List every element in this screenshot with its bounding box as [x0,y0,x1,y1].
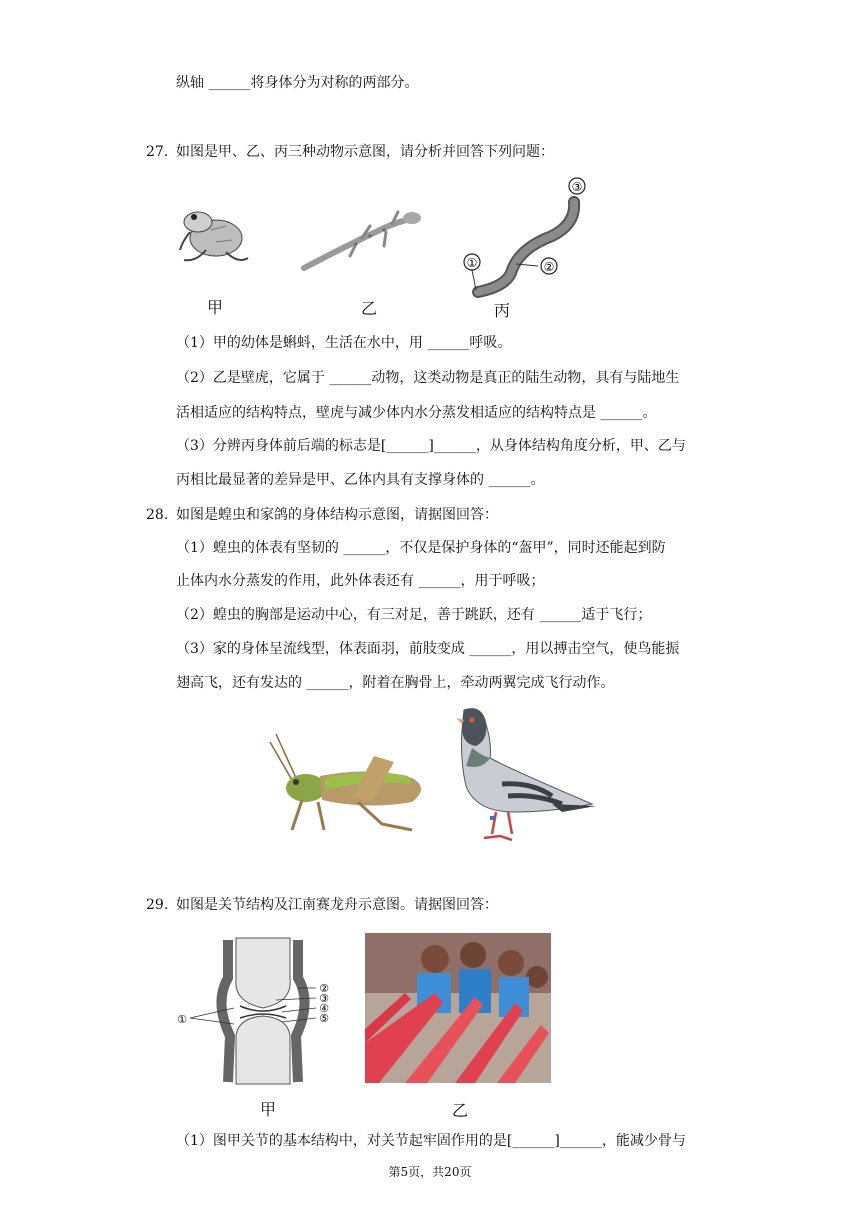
gecko-illustration [300,206,426,272]
question-28-stem: 如图是蝗虫和家鸽的身体结构示意图，请据图回答： [176,507,498,523]
question-28-line-2: 止体内水分蒸发的作用，此外体表还有 ______，用于呼吸； [176,573,545,589]
caption-boat-yi: 乙 [452,1101,469,1120]
question-28-line-4: （3）家的身体呈流线型，体表面羽，前肢变成 ______，用以搏击空气，使鸟能振 [176,641,680,657]
question-28-line-3: （2）蝗虫的胸部是运动中心，有三对足，善于跳跃，还有 ______适于飞行； [176,607,652,623]
worm-label-1: ① [466,256,478,270]
question-number-27: 27. [146,144,169,160]
worm-label-3: ③ [571,180,583,194]
joint-label-3: ③ [319,992,329,1005]
earthworm-illustration [456,174,596,300]
caption-jia: 甲 [207,298,224,317]
question-27-line-4: （3）分辨丙身体前后端的标志是[______]______，从身体结构角度分析，甲、乙与 [176,438,686,454]
frog-illustration [176,200,252,270]
question-27-line-1: （1）甲的幼体是蝌蚪，生活在水中，用 ______呼吸。 [176,335,512,351]
question-28-line-5: 翅高飞，还有发达的 ______，附着在胸骨上，牵动两翼完成飞行动作。 [176,675,615,691]
question-number-29: 29. [146,897,169,913]
question-29-stem: 如图是关节结构及江南赛龙舟示意图。请据图回答： [176,897,498,913]
question-29-line-1: （1）图甲关节的基本结构中，对关节起牢固作用的是[______]______，能减少骨与 [176,1133,686,1149]
intro-line: 纵轴 ______将身体分为对称的两部分。 [176,75,419,91]
joint-label-2: ② [319,982,329,995]
question-27-stem: 如图是甲、乙、丙三种动物示意图，请分析并回答下列问题： [176,144,554,160]
question-27-line-2: （2）乙是壁虎，它属于 ______动物，这类动物是真正的陆生动物，具有与陆地生 [176,370,680,386]
joint-label-4: ④ [319,1002,329,1015]
caption-yi: 乙 [361,299,378,318]
worm-label-2: ② [543,260,555,274]
page-footer: 第5页，共20页 [388,1165,472,1179]
joint-label-5: ⑤ [319,1012,329,1025]
grasshopper-illustration [262,718,442,838]
question-27-line-3: 活相适应的结构特点，壁虎与减少体内水分蒸发相适应的结构特点是 ______。 [176,405,657,421]
question-28-line-1: （1）蝗虫的体表有坚韧的 ______，不仅是保护身体的“盔甲”，同时还能起到防 [176,540,666,556]
pigeon-illustration [442,700,602,850]
caption-joint-jia: 甲 [260,1100,277,1119]
question-number-28: 28. [146,507,169,523]
joint-label-1: ① [177,1013,187,1026]
caption-bing: 丙 [494,301,511,320]
question-27-line-5: 丙相比最显著的差异是甲、乙体内具有支撑身体的 ______。 [176,472,545,488]
joint-diagram [174,936,350,1086]
dragon-boat-photo [365,933,551,1083]
